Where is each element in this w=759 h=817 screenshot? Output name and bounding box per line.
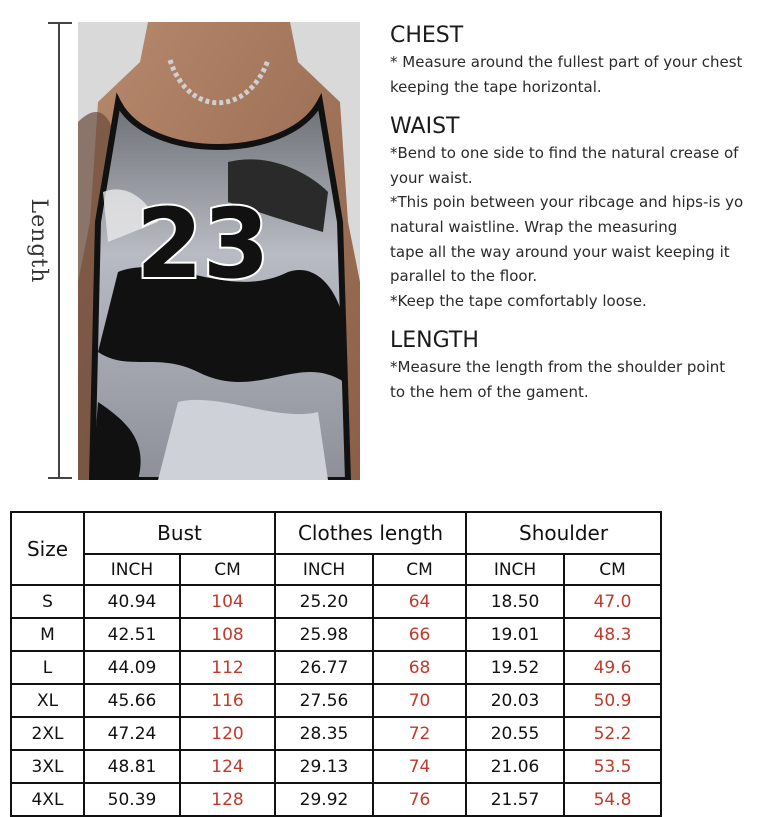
length-ruler-line xyxy=(58,22,60,478)
length-cm-cell: 64 xyxy=(373,585,466,618)
length-inch-cell: 25.20 xyxy=(275,585,373,618)
bust-cm-cell: 124 xyxy=(180,750,275,783)
shoulder-inch-cell: 19.52 xyxy=(466,651,564,684)
chest-text-line: * Measure around the fullest part of your chest xyxy=(390,53,743,71)
waist-text-line: *Keep the tape comfortably loose. xyxy=(390,291,647,310)
unit-header: INCH xyxy=(84,554,180,585)
shoulder-cm-cell: 54.8 xyxy=(564,783,661,816)
waist-text-line: parallel to the floor. xyxy=(390,267,538,286)
size-column-header: Size xyxy=(11,512,84,585)
jersey-number: 23 xyxy=(136,188,270,300)
length-heading: LENGTH xyxy=(390,328,479,354)
bust-cm-cell: 120 xyxy=(180,717,275,750)
length-inch-cell: 29.13 xyxy=(275,750,373,783)
waist-text-line: *Bend to one side to find the natural crease of xyxy=(390,144,739,163)
table-row xyxy=(11,618,661,651)
bust-inch-cell: 47.24 xyxy=(84,717,180,750)
chest-heading: CHEST xyxy=(390,23,464,48)
shoulder-cm-cell: 52.2 xyxy=(564,717,661,750)
shoulder-inch-cell: 21.06 xyxy=(466,750,564,783)
length-inch-cell: 28.35 xyxy=(275,717,373,750)
length-ruler-top-tick xyxy=(48,22,72,24)
shoulder-column-header: Shoulder xyxy=(466,512,661,554)
length-inch-cell: 29.92 xyxy=(275,783,373,816)
waist-text-line: *This poin between your ribcage and hips-is yo xyxy=(390,193,744,212)
waist-text-line: your waist. xyxy=(390,168,473,187)
length-inch-cell: 25.98 xyxy=(275,618,373,651)
length-text-line: to the hem of the gament. xyxy=(390,382,589,401)
clothes-length-column-header: Clothes length xyxy=(275,512,466,554)
shoulder-inch-cell: 19.01 xyxy=(466,618,564,651)
bust-inch-cell: 50.39 xyxy=(84,783,180,816)
bust-column-header: Bust xyxy=(84,512,275,554)
length-cm-cell: 76 xyxy=(373,783,466,816)
bust-cm-cell: 112 xyxy=(180,651,275,684)
length-cm-cell: 74 xyxy=(373,750,466,783)
bust-cm-cell: 128 xyxy=(180,783,275,816)
table-row xyxy=(11,585,661,618)
bust-inch-cell: 40.94 xyxy=(84,585,180,618)
unit-header: CM xyxy=(564,554,661,585)
waist-text-line: tape all the way around your waist keeping it xyxy=(390,242,730,261)
table-unit-header-row xyxy=(11,554,661,585)
waist-text-line: natural waistline. Wrap the measuring xyxy=(390,217,678,236)
bust-inch-cell: 45.66 xyxy=(84,684,180,717)
waist-heading: WAIST xyxy=(390,114,460,140)
bust-cm-cell: 104 xyxy=(180,585,275,618)
shoulder-cm-cell: 50.9 xyxy=(564,684,661,717)
size-cell: 2XL xyxy=(11,717,84,750)
length-cm-cell: 68 xyxy=(373,651,466,684)
table-row xyxy=(11,750,661,783)
table-row xyxy=(11,684,661,717)
size-cell: 3XL xyxy=(11,750,84,783)
unit-header: CM xyxy=(180,554,275,585)
model-tank-top-image xyxy=(78,22,360,480)
unit-header: INCH xyxy=(466,554,564,585)
shoulder-cm-cell: 49.6 xyxy=(564,651,661,684)
size-chart-body xyxy=(11,585,661,816)
length-text-line: *Measure the length from the shoulder point xyxy=(390,358,726,377)
shoulder-cm-cell: 53.5 xyxy=(564,750,661,783)
size-chart-table xyxy=(10,511,662,817)
size-cell: S xyxy=(11,585,84,618)
table-row xyxy=(11,651,661,684)
bust-inch-cell: 42.51 xyxy=(84,618,180,651)
table-group-header-row xyxy=(11,512,661,554)
chest-instructions xyxy=(390,22,759,99)
shoulder-inch-cell: 18.50 xyxy=(466,585,564,618)
size-cell: M xyxy=(11,618,84,651)
size-cell: 4XL xyxy=(11,783,84,816)
length-label: Length xyxy=(26,198,51,284)
length-cm-cell: 66 xyxy=(373,618,466,651)
bust-cm-cell: 108 xyxy=(180,618,275,651)
length-cm-cell: 72 xyxy=(373,717,466,750)
bust-cm-cell: 116 xyxy=(180,684,275,717)
table-row xyxy=(11,717,661,750)
length-instructions xyxy=(390,327,759,404)
measuring-instructions xyxy=(390,22,759,419)
size-cell: L xyxy=(11,651,84,684)
length-cm-cell: 70 xyxy=(373,684,466,717)
length-inch-cell: 26.77 xyxy=(275,651,373,684)
bust-inch-cell: 44.09 xyxy=(84,651,180,684)
shoulder-cm-cell: 47.0 xyxy=(564,585,661,618)
shoulder-cm-cell: 48.3 xyxy=(564,618,661,651)
length-ruler-bottom-tick xyxy=(48,477,72,479)
length-inch-cell: 27.56 xyxy=(275,684,373,717)
bust-inch-cell: 48.81 xyxy=(84,750,180,783)
shoulder-inch-cell: 20.03 xyxy=(466,684,564,717)
size-cell: XL xyxy=(11,684,84,717)
unit-header: CM xyxy=(373,554,466,585)
table-row xyxy=(11,783,661,816)
product-photo-area xyxy=(0,0,380,490)
waist-instructions xyxy=(390,113,759,313)
chest-text-line: keeping the tape horizontal. xyxy=(390,77,602,96)
unit-header: INCH xyxy=(275,554,373,585)
shoulder-inch-cell: 20.55 xyxy=(466,717,564,750)
shoulder-inch-cell: 21.57 xyxy=(466,783,564,816)
